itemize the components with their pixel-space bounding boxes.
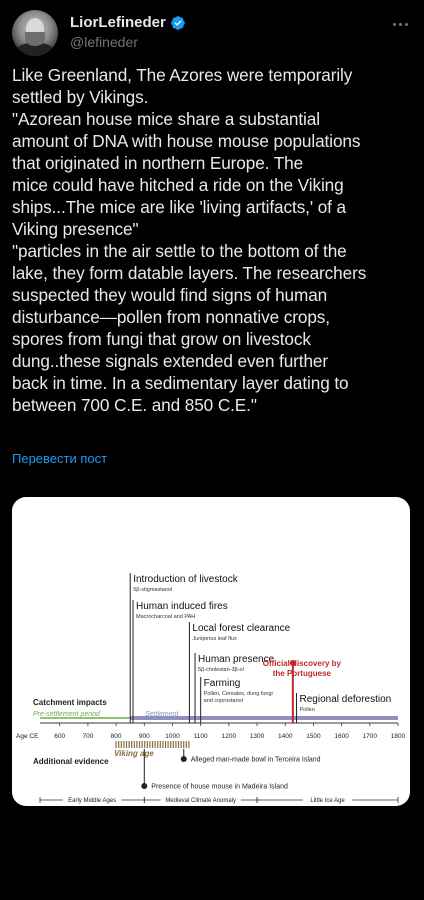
period-label: Early Middle Ages [68, 798, 117, 804]
tweet-line: between 700 C.E. and 850 C.E." [12, 395, 257, 415]
tweet-line: "Azorean house mice share a substantial [12, 109, 320, 129]
avatar[interactable] [12, 10, 58, 56]
tweet-line: settled by Vikings. [12, 87, 149, 107]
event-title: Human induced fires [136, 601, 228, 612]
period-label: Medieval Climate Anomaly [165, 798, 237, 804]
evidence-label: Presence of house mouse in Madeira Island [151, 783, 288, 791]
tick-label: 1100 [193, 733, 208, 740]
event-subtitle: 5β-stigmastanol [133, 587, 173, 593]
tick-label: 900 [138, 733, 150, 740]
evidence-marker [141, 783, 147, 789]
tweet-line: that originated in northern Europe. The [12, 153, 304, 173]
pre-settlement-label: Pre-settlement period [33, 711, 100, 718]
tweet-line: spores from fungi that grow on livestock [12, 329, 311, 349]
tick-label: 1300 [249, 733, 265, 740]
tweet-line: dung..these signals extended even further [12, 351, 329, 371]
tweet-line: amount of DNA with house mouse populations [12, 131, 361, 151]
period-label: Little Ice Age [310, 798, 345, 804]
event-subtitle: 5β-cholestan-3β-ol [198, 667, 244, 673]
tweet-line: "particles in the air settle to the bottom of the [12, 241, 347, 261]
tweet-line: mice could have hitched a ride on the Viking [12, 175, 344, 195]
event-subtitle: Juniperus leaf flux [192, 636, 237, 642]
tweet-line: disturbance—pollen from nonnative crops, [12, 307, 330, 327]
event-subtitle: Pollen [299, 707, 315, 713]
tweet-line: lake, they form datable layers. The researchers [12, 263, 367, 283]
discovery-label-2: the Portuguese [272, 669, 331, 678]
event-title: Farming [203, 678, 241, 689]
tick-label: 1600 [334, 733, 349, 740]
tick-label: 1800 [390, 733, 406, 740]
discovery-label-1: Official discovery by [262, 659, 341, 668]
tick-label: 600 [54, 733, 66, 740]
tick-label: 800 [110, 733, 122, 740]
tweet-line: back in time. In a sedimentary layer dating to [12, 373, 349, 393]
more-dots-icon[interactable] [388, 16, 412, 32]
translate-link[interactable]: Перевести пост [12, 451, 108, 466]
event-title: Human presence [198, 654, 275, 665]
event-subtitle: Macrocharcoal and PAH [136, 614, 196, 620]
verified-badge-icon [170, 15, 186, 31]
event-title: Introduction of livestock [133, 574, 238, 585]
tweet-media-image[interactable] [12, 497, 410, 806]
axis-label: Age CE [16, 733, 39, 740]
tweet-line: Viking presence" [12, 219, 139, 239]
tweet-line: Like Greenland, The Azores were temporarily [12, 65, 353, 85]
additional-evidence-label: Additional evidence [33, 757, 109, 766]
author-handle[interactable]: @lefineder [70, 34, 138, 50]
evidence-label: Alleged man-made bowl in Terceira Island [190, 756, 321, 764]
author-name[interactable]: LiorLefineder [70, 14, 166, 31]
tick-label: 700 [82, 733, 94, 740]
tick-label: 1400 [278, 733, 293, 740]
event-title: Regional deforestion [299, 694, 392, 705]
event-subtitle: Pollen, Cereales, dung fungi [203, 691, 273, 697]
tick-label: 1000 [165, 733, 180, 740]
timeline-chart [12, 497, 410, 806]
viking-age-label: Viking age [114, 749, 154, 758]
tweet-header [12, 10, 412, 58]
tick-label: 1700 [362, 733, 378, 740]
tweet-line: ships...The mice are like 'living artifacts,' of a [12, 197, 346, 217]
tick-label: 1500 [306, 733, 321, 740]
tick-label: 1200 [221, 733, 237, 740]
settlement-label: Settlement [145, 711, 179, 718]
event-subtitle: and coprostanol [203, 698, 243, 704]
tweet-text [12, 64, 416, 416]
evidence-marker [181, 756, 187, 762]
event-title: Local forest clearance [192, 623, 291, 634]
tweet-line: suspected they would find signs of human [12, 285, 328, 305]
catchment-impacts-label: Catchment impacts [33, 698, 107, 707]
author-name-row[interactable] [70, 14, 186, 31]
